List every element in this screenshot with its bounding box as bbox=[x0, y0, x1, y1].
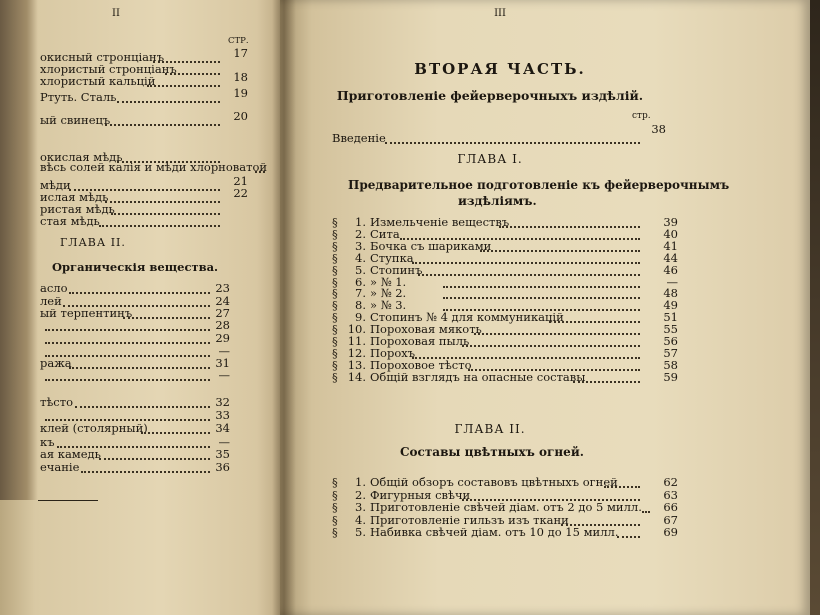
left-entry-title: ая камедь bbox=[40, 447, 101, 461]
left-entry-page: 18 bbox=[233, 70, 248, 84]
left-entry-title: лей bbox=[40, 294, 62, 308]
left-entry-page: 33 bbox=[215, 408, 230, 422]
left-entry-page: 22 bbox=[233, 186, 248, 200]
toc-item-page: 66 bbox=[663, 500, 678, 515]
section-mark: § bbox=[332, 512, 338, 527]
left-entry-leader bbox=[105, 201, 220, 203]
toc-item-leader bbox=[443, 286, 640, 288]
left-entry-page: 35 bbox=[215, 447, 230, 461]
toc-item-number: 7. bbox=[355, 286, 366, 301]
toc-item-number: 1. bbox=[355, 215, 366, 229]
toc-item-number: 2. bbox=[355, 226, 366, 241]
left-entry-leader bbox=[105, 124, 220, 126]
section-mark: § bbox=[332, 357, 338, 372]
toc-item-leader bbox=[480, 250, 640, 252]
toc-item-title: Набивка свѣчей діам. отъ 10 до 15 милл. bbox=[370, 525, 619, 540]
left-entry-leader bbox=[141, 432, 210, 434]
left-entry-leader bbox=[123, 317, 210, 319]
toc-item-page: 39 bbox=[663, 215, 678, 229]
left-entry-page: 28 bbox=[215, 318, 230, 332]
left-entry-page: 29 bbox=[215, 331, 230, 345]
toc-item-number: 12. bbox=[347, 345, 366, 360]
toc-item-number: 3. bbox=[355, 500, 366, 515]
left-entry-title: клей (столярный) bbox=[40, 421, 148, 435]
left-entry-title: тѣсто bbox=[40, 395, 74, 409]
toc-item-leader bbox=[418, 274, 640, 276]
left-entry-page: 27 bbox=[215, 306, 230, 320]
toc-item-number: 8. bbox=[355, 298, 366, 313]
toc-item-page: 49 bbox=[663, 298, 678, 313]
left-entry-leader bbox=[255, 171, 265, 173]
toc-item-page: 48 bbox=[663, 286, 678, 301]
chapter2-title: ГЛАВА II. bbox=[454, 422, 526, 436]
left-entry-leader bbox=[165, 73, 220, 75]
left-entry-page: 23 bbox=[215, 281, 230, 295]
left-entry-title: ый терпентинъ bbox=[40, 306, 133, 320]
section-mark: § bbox=[332, 475, 338, 489]
toc-item-page: 55 bbox=[663, 322, 678, 337]
left-entry-page: 17 bbox=[233, 46, 248, 60]
toc-item-page: 46 bbox=[663, 262, 678, 277]
book-edge bbox=[0, 0, 38, 500]
left-entry-title: ристая мѣдь bbox=[40, 202, 115, 216]
toc-item-leader bbox=[462, 345, 640, 347]
toc-item-title: Фигурныя свѣчи bbox=[370, 487, 471, 502]
toc-item-title: Пороховое тѣсто bbox=[370, 357, 472, 372]
chapter1-subtitle-line1: Предварительное подготовленіе къ фейерверочнымъ bbox=[348, 178, 730, 192]
toc-item-title: » № 1. bbox=[370, 274, 407, 289]
toc-item-number: 2. bbox=[355, 487, 366, 502]
toc-item-page: 40 bbox=[663, 226, 678, 241]
toc-item-leader bbox=[499, 226, 640, 228]
toc-item-number: 13. bbox=[347, 357, 366, 372]
section-mark: § bbox=[332, 310, 338, 325]
left-entry-title: окислая мѣдь bbox=[40, 150, 123, 164]
section-mark: § bbox=[332, 215, 338, 229]
left-page-column-header: СТР. bbox=[228, 36, 249, 46]
left-entry-page: 31 bbox=[215, 356, 230, 370]
left-entry-page: — bbox=[218, 368, 230, 382]
toc-item-leader bbox=[573, 381, 640, 383]
toc-item-page: 51 bbox=[663, 310, 678, 325]
chapter2-subtitle: Составы цвѣтныхъ огней. bbox=[400, 445, 584, 459]
toc-item-number: 11. bbox=[347, 334, 366, 348]
toc-item-page: 58 bbox=[663, 357, 678, 372]
left-entry-leader bbox=[45, 342, 210, 344]
left-entry-page: 34 bbox=[215, 421, 230, 435]
left-entry-leader bbox=[69, 292, 210, 294]
left-footer-rule bbox=[38, 500, 98, 501]
toc-item-title: Сита bbox=[370, 226, 400, 241]
toc-item-page: 62 bbox=[663, 475, 678, 489]
left-entry-title: хлористый стронціанъ bbox=[40, 62, 177, 76]
left-entry-title: ислая мѣдь bbox=[40, 190, 109, 204]
left-entry-title: хлористый кальцій bbox=[40, 74, 156, 88]
toc-item-number: 6. bbox=[355, 274, 366, 289]
toc-item-number: 9. bbox=[355, 310, 366, 325]
left-entry-title: Ртуть. Сталь bbox=[40, 90, 117, 104]
chapter1-title: ГЛАВА I. bbox=[457, 152, 523, 166]
left-entry-title: ечаніе bbox=[40, 460, 80, 474]
intro-entry-leader bbox=[385, 142, 640, 144]
section-mark: § bbox=[332, 262, 338, 277]
left-chapter-subtitle: Органическія вещества. bbox=[52, 260, 219, 274]
left-entry-title: къ bbox=[40, 435, 55, 449]
toc-item-leader bbox=[412, 262, 640, 264]
toc-item-title: Пороховая пыль bbox=[370, 334, 470, 348]
toc-item-title: Приготовленіе свѣчей діам. отъ 2 до 5 милл. bbox=[370, 500, 642, 515]
left-entry-page: 32 bbox=[215, 395, 230, 409]
toc-item-page: 57 bbox=[663, 345, 678, 360]
toc-item-title: Общій взглядъ на опасные составы bbox=[370, 369, 586, 384]
toc-item-number: 5. bbox=[355, 262, 366, 277]
section-mark: § bbox=[332, 298, 338, 313]
left-entry-leader bbox=[117, 101, 220, 103]
left-chapter-title: ГЛАВА II. bbox=[60, 236, 126, 249]
section-mark: § bbox=[332, 322, 338, 337]
toc-item-number: 5. bbox=[355, 525, 366, 540]
toc-item-title: Стопинъ № 4 для коммуникацій bbox=[370, 310, 564, 325]
toc-item-number: 14. bbox=[347, 369, 366, 384]
toc-item-title: Измельченіе веществъ bbox=[370, 215, 510, 229]
left-entry-page: 19 bbox=[233, 86, 248, 100]
toc-item-title: Приготовленіе гильзъ изъ ткани bbox=[370, 512, 569, 527]
left-entry-leader bbox=[75, 406, 210, 408]
toc-item-leader bbox=[604, 486, 640, 488]
left-entry-title: вѣсь солей калія и мѣди хлорноватой bbox=[40, 160, 268, 174]
toc-item-title: » № 3. bbox=[370, 298, 407, 313]
left-entry-leader bbox=[99, 225, 220, 227]
toc-item-page: 56 bbox=[663, 334, 678, 348]
left-entry-leader bbox=[147, 85, 220, 87]
intro-entry-page: 38 bbox=[651, 122, 666, 136]
toc-item-leader bbox=[617, 536, 640, 538]
left-entry-title: стая мѣдь bbox=[40, 214, 100, 228]
left-entry-leader bbox=[69, 367, 210, 369]
left-entry-leader bbox=[111, 213, 220, 215]
left-entry-title: ый свинецъ bbox=[40, 113, 111, 127]
toc-item-number: 1. bbox=[355, 475, 366, 489]
toc-item-page: 44 bbox=[663, 250, 678, 265]
toc-item-title: Пороховая мякоть bbox=[370, 322, 482, 337]
toc-item-title: Порохъ bbox=[370, 345, 416, 360]
toc-item-title: Бочка съ шариками bbox=[370, 238, 492, 253]
section-mark: § bbox=[332, 487, 338, 502]
part-subtitle: Приготовленіе фейерверочныхъ издѣлій. bbox=[336, 88, 644, 103]
left-entry-leader bbox=[99, 458, 210, 460]
left-entry-title: мѣди bbox=[40, 178, 71, 192]
section-mark: § bbox=[332, 334, 338, 348]
left-entry-title: асло bbox=[40, 281, 68, 295]
section-mark: § bbox=[332, 238, 338, 253]
left-entry-leader bbox=[45, 329, 210, 331]
left-entry-leader bbox=[45, 379, 210, 381]
part-title: ВТОРАЯ ЧАСТЬ. bbox=[414, 60, 586, 78]
toc-item-number: 4. bbox=[355, 512, 366, 527]
toc-item-title: Стопинъ bbox=[370, 262, 423, 277]
chapter1-subtitle-line2: издѣліямъ. bbox=[458, 194, 537, 208]
section-mark: § bbox=[332, 345, 338, 360]
left-entry-page: 20 bbox=[233, 109, 248, 123]
section-mark: § bbox=[332, 250, 338, 265]
toc-item-page: 63 bbox=[663, 487, 678, 502]
intro-entry-title: Введеніе bbox=[332, 131, 386, 145]
section-mark: § bbox=[332, 286, 338, 301]
left-entry-leader bbox=[81, 471, 210, 473]
section-mark: § bbox=[332, 226, 338, 241]
toc-item-page: 67 bbox=[663, 512, 678, 527]
toc-item-number: 4. bbox=[355, 250, 366, 265]
section-mark: § bbox=[332, 500, 338, 515]
toc-item-leader bbox=[474, 333, 640, 335]
left-entry-title: ража bbox=[40, 356, 72, 370]
section-mark: § bbox=[332, 369, 338, 384]
left-entry-page: 36 bbox=[215, 460, 230, 474]
toc-item-page: — bbox=[666, 274, 678, 289]
left-entry-page: — bbox=[218, 435, 230, 449]
right-page-column-header: стр. bbox=[632, 111, 651, 121]
toc-item-leader bbox=[443, 297, 640, 299]
section-mark: § bbox=[332, 525, 338, 540]
toc-item-page: 59 bbox=[663, 369, 678, 384]
toc-item-title: » № 2. bbox=[370, 286, 407, 301]
left-page-number: II bbox=[112, 8, 120, 19]
toc-item-page: 41 bbox=[663, 238, 678, 253]
left-entry-page: 24 bbox=[215, 294, 230, 308]
toc-item-title: Ступка bbox=[370, 250, 414, 265]
left-entry-page: 21 bbox=[233, 174, 248, 188]
toc-item-number: 10. bbox=[347, 322, 366, 337]
section-mark: § bbox=[332, 274, 338, 289]
left-entry-title: окисный стронціанъ bbox=[40, 50, 165, 64]
toc-item-leader bbox=[549, 321, 640, 323]
toc-item-title: Общій обзоръ составовъ цвѣтныхъ огней bbox=[370, 475, 618, 489]
right-page-number: III bbox=[494, 8, 506, 19]
left-entry-page: — bbox=[218, 344, 230, 358]
toc-item-number: 3. bbox=[355, 238, 366, 253]
toc-item-page: 69 bbox=[663, 525, 678, 540]
book-gutter bbox=[272, 0, 296, 615]
